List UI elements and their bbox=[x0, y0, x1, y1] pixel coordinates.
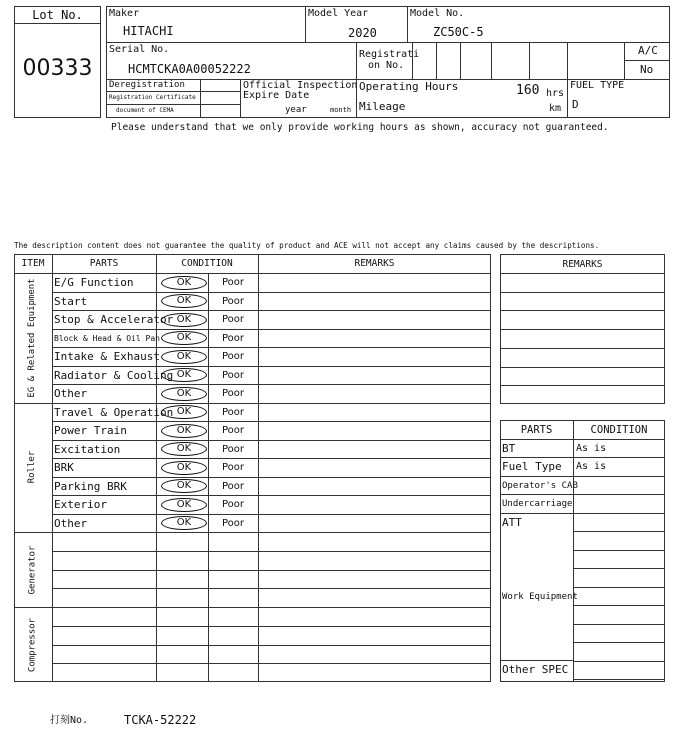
grid-line bbox=[573, 605, 665, 606]
ac-label: A/C bbox=[638, 44, 658, 57]
right-parts-header: PARTS bbox=[520, 424, 553, 436]
stamp-no-value: TCKA-52222 bbox=[124, 713, 197, 727]
condition-poor: Poor bbox=[222, 351, 245, 362]
right-part-condition: As is bbox=[576, 461, 607, 472]
column-header-item: ITEM bbox=[21, 258, 45, 269]
condition-poor: Poor bbox=[222, 425, 245, 436]
registration-certificate-label: Registration Certificate bbox=[109, 94, 196, 101]
part-name: Radiator & Cooling bbox=[54, 368, 174, 382]
right-part-name: Undercarriage bbox=[502, 499, 573, 509]
condition-ok-circled: OK bbox=[161, 387, 207, 401]
model-no-value: ZC50C-5 bbox=[433, 25, 484, 39]
condition-poor: Poor bbox=[222, 443, 245, 455]
condition-poor: Poor bbox=[222, 388, 245, 399]
right-part-condition: As is bbox=[576, 442, 607, 454]
grid-line bbox=[500, 476, 665, 477]
condition-ok-circled: OK bbox=[161, 442, 207, 456]
mileage-label: Mileage bbox=[359, 100, 406, 113]
part-name: Power Train bbox=[54, 424, 127, 437]
grid-line bbox=[500, 660, 573, 661]
grid-line bbox=[573, 679, 665, 680]
part-name: Start bbox=[54, 294, 88, 308]
condition-ok-circled: OK bbox=[161, 405, 207, 419]
condition-poor: Poor bbox=[222, 369, 245, 381]
column-header-parts: PARTS bbox=[89, 258, 119, 269]
grid-line bbox=[573, 587, 665, 588]
condition-ok-circled: OK bbox=[161, 276, 207, 290]
model-year-value: 2020 bbox=[348, 26, 377, 40]
inspection-label-2: Expire Date bbox=[243, 90, 310, 101]
condition-poor: Poor bbox=[222, 314, 245, 325]
part-name: Stop & Accelerator bbox=[54, 313, 174, 326]
right-remarks-header: REMARKS bbox=[562, 259, 603, 270]
model-no-label: Model No. bbox=[410, 8, 465, 19]
lot-number: 00333 bbox=[22, 56, 93, 81]
right-part-name: Work Equipment bbox=[502, 592, 578, 602]
right-part-name: Other SPEC bbox=[502, 663, 569, 676]
hours-notice: Please understand that we only provide working hours as shown, accuracy not guaranteed. bbox=[111, 122, 609, 133]
condition-poor: Poor bbox=[222, 277, 245, 288]
grid-line bbox=[500, 457, 665, 458]
condition-ok-circled: OK bbox=[161, 498, 207, 512]
part-name: Excitation bbox=[54, 442, 121, 456]
registration-label-2: on No. bbox=[368, 60, 405, 71]
grid-line bbox=[573, 624, 665, 625]
condition-poor: Poor bbox=[222, 332, 245, 344]
serial-value: HCMTCKA0A00052222 bbox=[128, 62, 251, 76]
condition-ok-circled: OK bbox=[161, 368, 207, 382]
right-condition-header: CONDITION bbox=[590, 424, 648, 436]
lot-label: Lot No. bbox=[32, 8, 83, 22]
group-label-generator: Generator bbox=[27, 545, 37, 594]
fuel-type-value: D bbox=[572, 98, 579, 111]
stamp-no-label: 打刻No. bbox=[50, 715, 89, 726]
grid-line bbox=[500, 494, 665, 495]
condition-ok-circled: OK bbox=[161, 424, 207, 438]
year-label: year bbox=[285, 105, 307, 115]
right-part-name: BT bbox=[502, 441, 516, 455]
grid-line bbox=[500, 439, 665, 440]
part-name: Intake & Exhaust bbox=[54, 350, 160, 363]
inspection-label: Official Inspection bbox=[243, 80, 358, 91]
condition-ok-circled: OK bbox=[161, 516, 207, 530]
condition-poor: Poor bbox=[222, 406, 245, 418]
condition-ok-circled: OK bbox=[161, 479, 207, 493]
condition-ok-circled: OK bbox=[161, 461, 207, 475]
group-label-eg: EG & Related Equipment bbox=[27, 278, 37, 398]
grid-line bbox=[573, 642, 665, 643]
part-name: Exterior bbox=[54, 498, 107, 511]
column-header-condition: CONDITION bbox=[181, 258, 233, 269]
right-part-name: Fuel Type bbox=[502, 460, 562, 473]
part-name: BRK bbox=[54, 461, 74, 474]
condition-ok-circled: OK bbox=[161, 313, 207, 327]
registration-label: Registrati bbox=[359, 49, 420, 60]
part-name: Other bbox=[54, 516, 88, 530]
condition-poor: Poor bbox=[222, 517, 245, 529]
condition-poor: Poor bbox=[222, 480, 245, 492]
right-part-name: Operator's CAB bbox=[502, 480, 578, 491]
part-name: Parking BRK bbox=[54, 479, 127, 493]
cema-label: document of CEMA bbox=[116, 107, 174, 114]
grid-line bbox=[500, 513, 665, 514]
condition-ok-circled: OK bbox=[161, 350, 207, 364]
grid-line bbox=[573, 550, 665, 551]
part-name: E/G Function bbox=[54, 276, 134, 289]
part-name: Other bbox=[54, 387, 88, 400]
km-label: km bbox=[549, 103, 562, 114]
operating-hours-label: Operating Hours bbox=[359, 80, 459, 93]
group-label-compressor: Compressor bbox=[27, 617, 37, 672]
part-name: Block & Head & Oil Pan bbox=[54, 333, 160, 343]
right-part-name: ATT bbox=[502, 515, 522, 529]
condition-ok-circled: OK bbox=[161, 294, 207, 308]
month-label: month bbox=[330, 106, 352, 114]
deregistration-label: Deregistration bbox=[109, 80, 185, 90]
condition-poor: Poor bbox=[222, 462, 245, 473]
column-header-remarks: REMARKS bbox=[354, 258, 395, 269]
description-notice: The description content does not guarantee the quality of product and ACE will not accept any claims caused by the descriptions. bbox=[14, 241, 600, 250]
maker-label: Maker bbox=[109, 8, 140, 19]
grid-line bbox=[573, 568, 665, 569]
model-year-label: Model Year bbox=[308, 8, 369, 19]
part-name: Travel & Operation bbox=[54, 405, 174, 419]
serial-label: Serial No. bbox=[109, 44, 170, 55]
condition-poor: Poor bbox=[222, 499, 245, 510]
hrs-label: hrs bbox=[546, 88, 565, 99]
grid-line bbox=[573, 531, 665, 532]
group-label-roller: Roller bbox=[27, 451, 37, 484]
condition-poor: Poor bbox=[222, 295, 245, 307]
condition-ok-circled: OK bbox=[161, 331, 207, 345]
fuel-type-label: FUEL TYPE bbox=[570, 80, 625, 91]
maker-value: HITACHI bbox=[123, 24, 174, 38]
ac-value: No bbox=[640, 63, 654, 76]
grid-line bbox=[573, 661, 665, 662]
operating-hours-value: 160 bbox=[516, 83, 540, 98]
